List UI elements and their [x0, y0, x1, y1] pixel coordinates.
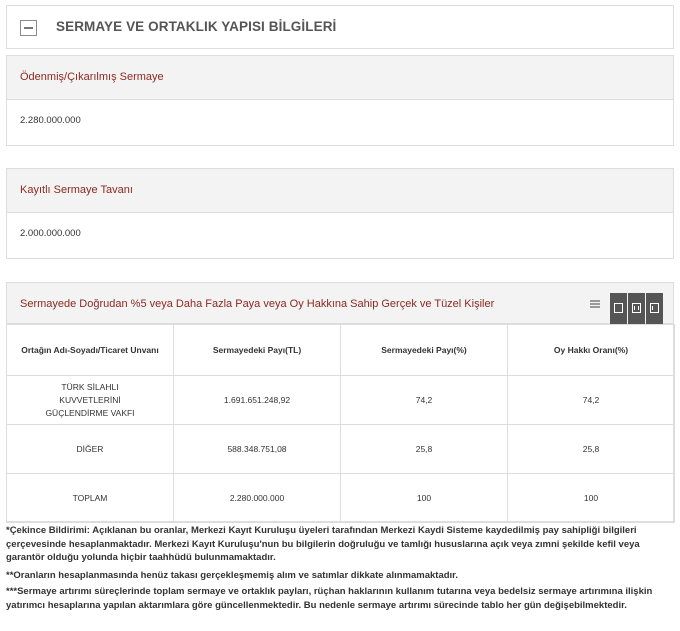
- layout-icon[interactable]: [646, 293, 663, 324]
- note-settlement: **Oranların hesaplanmasında henüz takası gerçekleşmemiş alım ve satımlar dikkate alınmamaktadır.: [6, 569, 458, 581]
- column-header: Sermayedeki Payı(TL): [174, 325, 341, 376]
- shareholders-panel: [6, 282, 674, 522]
- table-cell: 74,2: [341, 376, 508, 425]
- paid-capital-value: 2.280.000.000: [20, 115, 81, 126]
- table-cell: 25,8: [508, 425, 675, 474]
- list-icon[interactable]: [586, 296, 604, 310]
- panel-header: [7, 169, 673, 213]
- export-icon[interactable]: [610, 293, 627, 324]
- paid-capital-panel: [6, 55, 674, 146]
- table-cell: 74,2: [508, 376, 675, 425]
- panel-header: [7, 56, 673, 100]
- note-disclaimer: *Çekince Bildirimi: Açıklanan bu oranlar, Merkezi Kayıt Kuruluşu üyeleri tarafından Merkezi Kaydi Sisteme kaydedilmiş pay sahipliği bilgileri çerçevesinde hesaplanmaktadır. Merkezi Kayıt Kuruluşu'nun bu bilgilerin doğruluğu ve tamlığı hususlarına açık veya zımni şekilde kefil veya garantör olduğu yolunda hiçbir taahhüdü bulunmamaktadır.: [6, 525, 640, 563]
- section-header: [6, 5, 674, 49]
- registered-capital-value: 2.000.000.000: [20, 228, 81, 239]
- shareholders-table: [6, 324, 675, 523]
- column-header: Sermayedeki Payı(%): [341, 325, 508, 376]
- table-cell: DİĞER: [7, 425, 174, 474]
- table-row: [7, 474, 675, 523]
- panel-body: [7, 213, 673, 258]
- column-header: Oy Hakkı Oranı(%): [508, 325, 675, 376]
- disclaimer-notes: [6, 524, 672, 615]
- column-header: Ortağın Adı-Soyadı/Ticaret Unvanı: [7, 325, 174, 376]
- table-cell: 588.348.751,08: [174, 425, 341, 474]
- columns-icon[interactable]: [628, 293, 645, 324]
- panel-body: [7, 100, 673, 145]
- table-row: [7, 425, 675, 474]
- table-row: [7, 376, 675, 425]
- table-cell: 1.691.651.248,92: [174, 376, 341, 425]
- shareholders-label: Sermayede Doğrudan %5 veya Daha Fazla Paya veya Oy Hakkına Sahip Gerçek ve Tüzel Kişiler: [20, 298, 495, 310]
- table-cell: 100: [508, 474, 675, 523]
- panel-header: [7, 283, 673, 324]
- table-cell: 100: [341, 474, 508, 523]
- table-cell: TÜRK SİLAHLI KUVVETLERİNİ GÜÇLENDİRME VAKFI: [7, 376, 174, 425]
- table-cell: 2.280.000.000: [174, 474, 341, 523]
- section-title: SERMAYE VE ORTAKLIK YAPISI BİLGİLERİ: [56, 19, 337, 34]
- collapse-icon[interactable]: [20, 20, 37, 36]
- registered-capital-panel: [6, 168, 674, 259]
- paid-capital-label: Ödenmiş/Çıkarılmış Sermaye: [20, 71, 164, 83]
- table-cell: 25,8: [341, 425, 508, 474]
- note-capital-increase: ***Sermaye artırımı süreçlerinde toplam sermaye ve ortaklık payları, rüçhan haklarının kullanım tutarına veya bedelsiz sermaye artırımına ilişkin yatırımcı hesaplarına yapılan aktarımlara göre güncellenmektedir. Bu nedenle sermaye artırımı sürecinde tablo her gün değişebilmektedir.: [6, 586, 653, 611]
- table-cell: TOPLAM: [7, 474, 174, 523]
- registered-capital-label: Kayıtlı Sermaye Tavanı: [20, 184, 133, 196]
- table-header-row: [7, 325, 675, 376]
